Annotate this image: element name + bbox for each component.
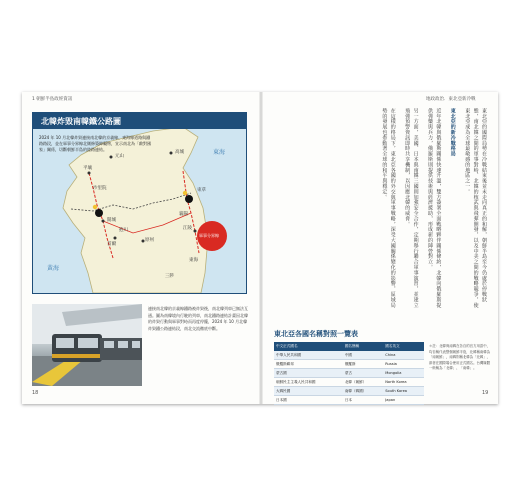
table-cell: China <box>383 351 424 360</box>
table-row <box>274 396 424 405</box>
city-label-sariwon: 沙里院 <box>93 186 107 191</box>
body-text <box>374 108 488 308</box>
table-cell: 日本 <box>343 396 383 405</box>
sea-label-yellow: 黃海 <box>47 265 60 272</box>
table-row <box>274 369 424 378</box>
body-paragraph: 在這樣的格局下，東北亞各國的外交與軍事戰略，深受大國關係變化的影響，區域局勢的發展也牽動著全球的和平與穩定。 <box>381 108 396 308</box>
city-label-yangyang: 襄陽 <box>179 212 188 217</box>
city-label-gangneung: 江陵 <box>183 226 192 231</box>
country-name-table <box>274 342 424 405</box>
table-cell: 蒙古國 <box>274 369 343 378</box>
table-cell: 俄羅斯聯邦 <box>274 360 343 369</box>
table-cell: 俄羅斯 <box>343 360 383 369</box>
table-header-cell: 國名英文 <box>383 342 424 351</box>
table-cell: 中華人民共和國 <box>274 351 343 360</box>
city-dot <box>170 152 173 155</box>
table-header-cell: 中文正式國名 <box>274 342 343 351</box>
city-dot <box>110 156 113 159</box>
body-text-block <box>272 108 488 308</box>
train-photo-graphic <box>32 304 142 386</box>
table-row <box>274 351 424 360</box>
book-gutter <box>259 92 263 404</box>
map-figure <box>32 112 247 294</box>
table-cell: 朝鮮民主主義人民共和國 <box>274 378 343 387</box>
table-cell: 南韓（韓國） <box>343 387 383 396</box>
city-dot <box>114 237 117 240</box>
table-cell: Japan <box>383 396 424 405</box>
city-label-seoul: 首爾 <box>107 242 116 247</box>
legend-label: 軍事分界線 <box>199 233 219 238</box>
table-cell: Russia <box>383 360 424 369</box>
left-page-number: 18 <box>32 390 39 396</box>
table-row <box>274 378 424 387</box>
sea-label-east: 東海 <box>213 149 226 156</box>
table-cell: North Korea <box>383 378 424 387</box>
photo-caption: 連接南北韓的京義線鐵路被炸毀後，南北韓列車已無法互通。圖為南韓境內行駛的列車，南北鐵路連結計畫因北韓的炸毀行動與軍事對峙而再度停擺，2024 年 10 月北韓炸毀鐵公路連結段，南北交流徹底中斷。 <box>148 306 248 331</box>
table-cell: 北韓（朝鮮） <box>343 378 383 387</box>
map-description: 2024 年 10 月北韓炸毀連接南北韓的京義線、東海線道路與鐵路路段，並在軍事分界線北側修築障礙物，宣示南北為「敵對國家」關係，切斷朝鮮半島的陸路連結。 <box>39 135 151 152</box>
table-row <box>274 387 424 396</box>
table-header-row <box>274 342 424 351</box>
book-spread <box>22 92 498 404</box>
body-paragraph: 另一方面，美國、日本與南韓三國則加強安全合作，定期舉行聯合軍事演習，並建立飛彈預警資訊即時共享機制，以因應北韓的威脅。 <box>404 108 419 308</box>
table-cell: 日本國 <box>274 396 343 405</box>
city-label-donghae: 東海 <box>189 258 198 263</box>
city-dot <box>102 220 105 223</box>
table-cell: 大韓民國 <box>274 387 343 396</box>
table-header-cell: 國名簡稱 <box>343 342 383 351</box>
city-label-samcheok: 三陟 <box>165 274 174 279</box>
section-heading: 東北亞的新冷戰格局 <box>449 108 456 157</box>
table-cell: Mongolia <box>383 369 424 378</box>
map-title: 北韓炸毀南韓鐵公路圖 <box>41 117 121 126</box>
table-title: 東北亞各國名稱對照一覽表 <box>274 330 358 338</box>
blast-flash-east <box>183 191 187 195</box>
blast-flash-west <box>93 205 97 209</box>
city-label-wonsan: 元山 <box>115 154 124 159</box>
city-label-goseong: 高城 <box>175 150 184 155</box>
left-page-header: 1 朝鮮半島政經資訊 <box>32 97 73 102</box>
right-page-header: 地政政治．東北亞新冷戰 <box>426 97 476 102</box>
train-photo <box>32 304 142 386</box>
city-label-kaesong: 開城 <box>107 218 116 223</box>
city-dot <box>194 230 197 233</box>
city-label-sokcho: 束草 <box>197 188 206 193</box>
body-paragraph: 近年北韓與俄羅斯關係快速升溫，雙方簽署全面戰略夥伴關係條約，北韓向俄羅斯提供彈藥與兵力，俄羅斯則提供技術與經濟援助，形成新的陣營對立。 <box>426 108 442 308</box>
body-paragraph: 東北亞的國際局勢在冷戰結束後並未走向真正的和解，朝鮮半島至今仍處於停戰狀態，南北韓之間的軍事對峙、北韓的核武與飛彈開發，以及中美之間的戰略競爭，使東北亞成為全球最敏感的地區之一。 <box>464 108 487 308</box>
right-page-number: 19 <box>482 390 489 396</box>
city-label-pocheon: 抱川 <box>119 228 128 233</box>
blast-icon-west <box>95 209 103 217</box>
table-row <box>274 360 424 369</box>
table-cell: South Korea <box>383 387 424 396</box>
city-label-pyongyang: 平壤 <box>83 166 92 171</box>
city-label-wonju: 原州 <box>145 238 154 243</box>
table-note: ＊註：北韓與南韓在各自的官方用語中，均自稱代表整個朝鮮半島，北韓稱南韓為「南朝鮮」，南韓則稱北韓為「北韓」，兩者在國際場合使用正式國名。台灣媒體一般稱為「北韓」、「南韓」。 <box>429 344 491 371</box>
city-dot <box>88 172 91 175</box>
table-cell: 蒙古 <box>343 369 383 378</box>
blast-icon-east <box>185 195 193 203</box>
table-cell: 中國 <box>343 351 383 360</box>
